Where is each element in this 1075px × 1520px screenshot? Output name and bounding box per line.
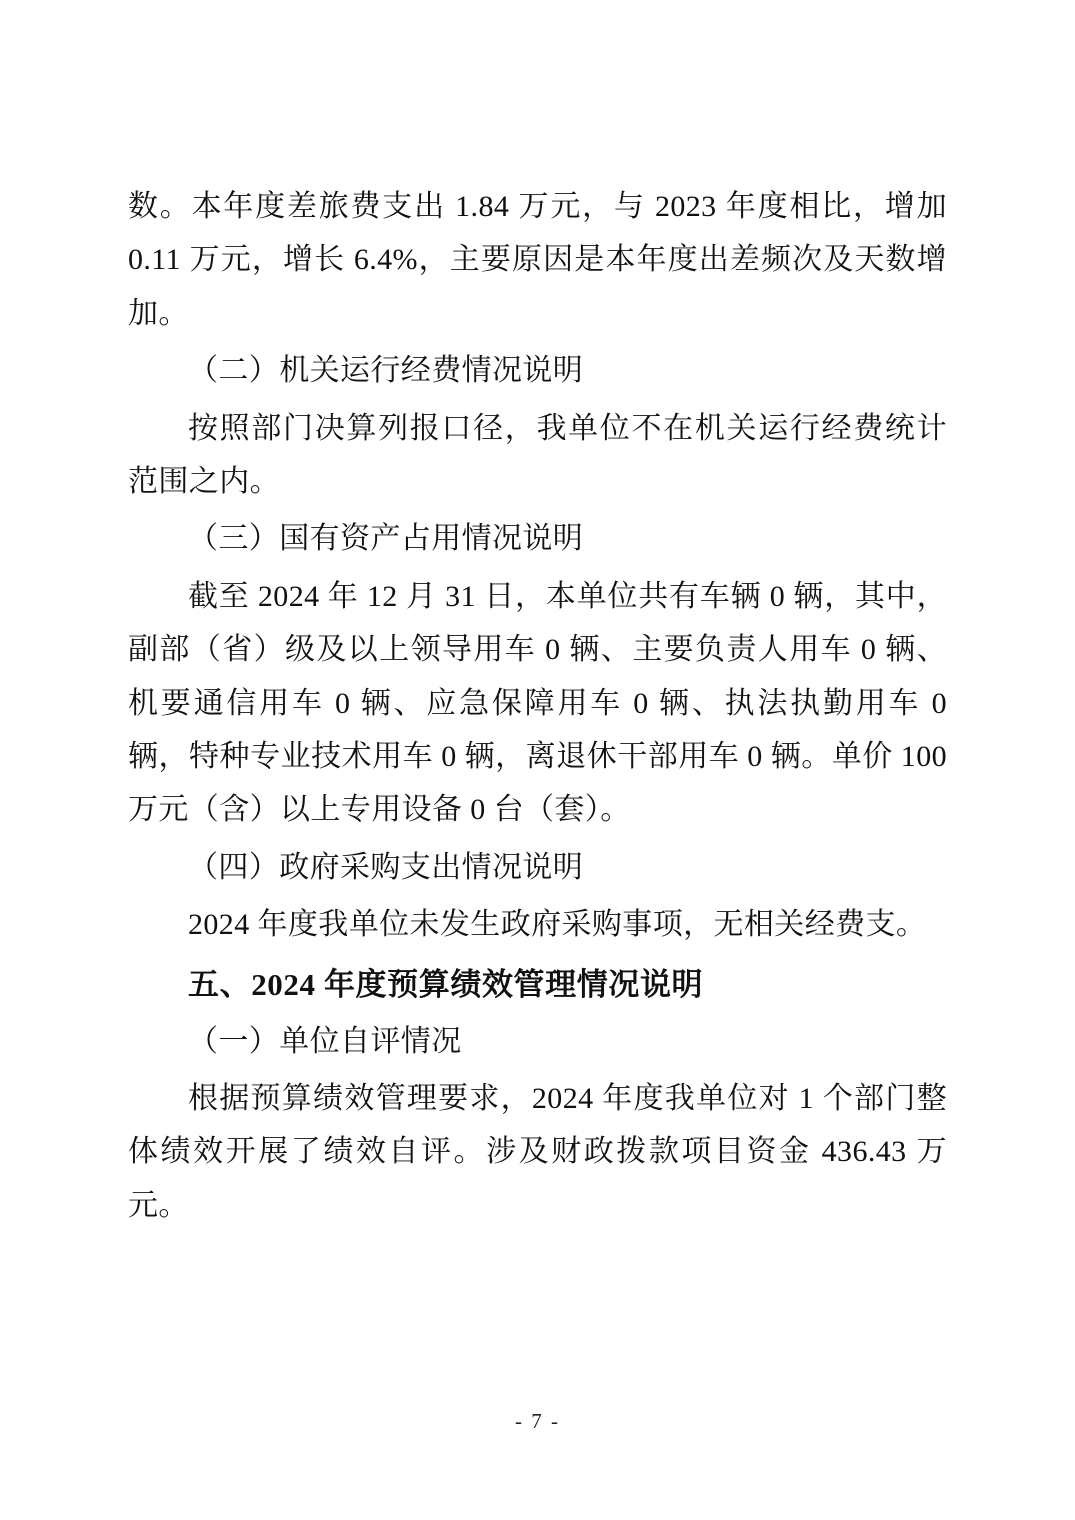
page-number: - 7 - [515, 1409, 560, 1433]
paragraph-travel-expense: 数。本年度差旅费支出 1.84 万元，与 2023 年度相比，增加 0.11 万元，增长 6.4%，主要原因是本年度出差频次及天数增加。 [128, 190, 947, 330]
paragraph-self-evaluation: 根据预算绩效管理要求，2024 年度我单位对 1 个部门整体绩效开展了绩效自评。涉及财政拨款项目资金 436.43 万元。 [128, 1082, 947, 1222]
heading-agency-operating-costs: （二）机关运行经费情况说明 [188, 354, 584, 388]
paragraph-state-assets: 截至 2024 年 12 月 31 日，本单位共有车辆 0 辆，其中，副部（省）级及以上领导用车 0 辆、主要负责人用车 0 辆、机要通信用车 0 辆、应急保障用车 0 辆、执法执勤用车 0 辆，特种专业技术用车 0 辆，离退休干部用车 0 辆。单价 100 万元（含）以上专用设备 0 台（套）。 [128, 579, 947, 827]
heading-self-evaluation: （一）单位自评情况 [188, 1024, 462, 1058]
paragraph-agency-operating-costs: 按照部门决算列报口径，我单位不在机关运行经费统计范围之内。 [128, 411, 947, 498]
heading-state-assets: （三）国有资产占用情况说明 [188, 522, 584, 556]
heading-section-five: 五、2024 年度预算绩效管理情况说明 [188, 967, 704, 1003]
heading-government-procurement: （四）政府采购支出情况说明 [188, 850, 584, 884]
paragraph-government-procurement: 2024 年度我单位未发生政府采购事项，无相关经费支。 [188, 908, 927, 942]
